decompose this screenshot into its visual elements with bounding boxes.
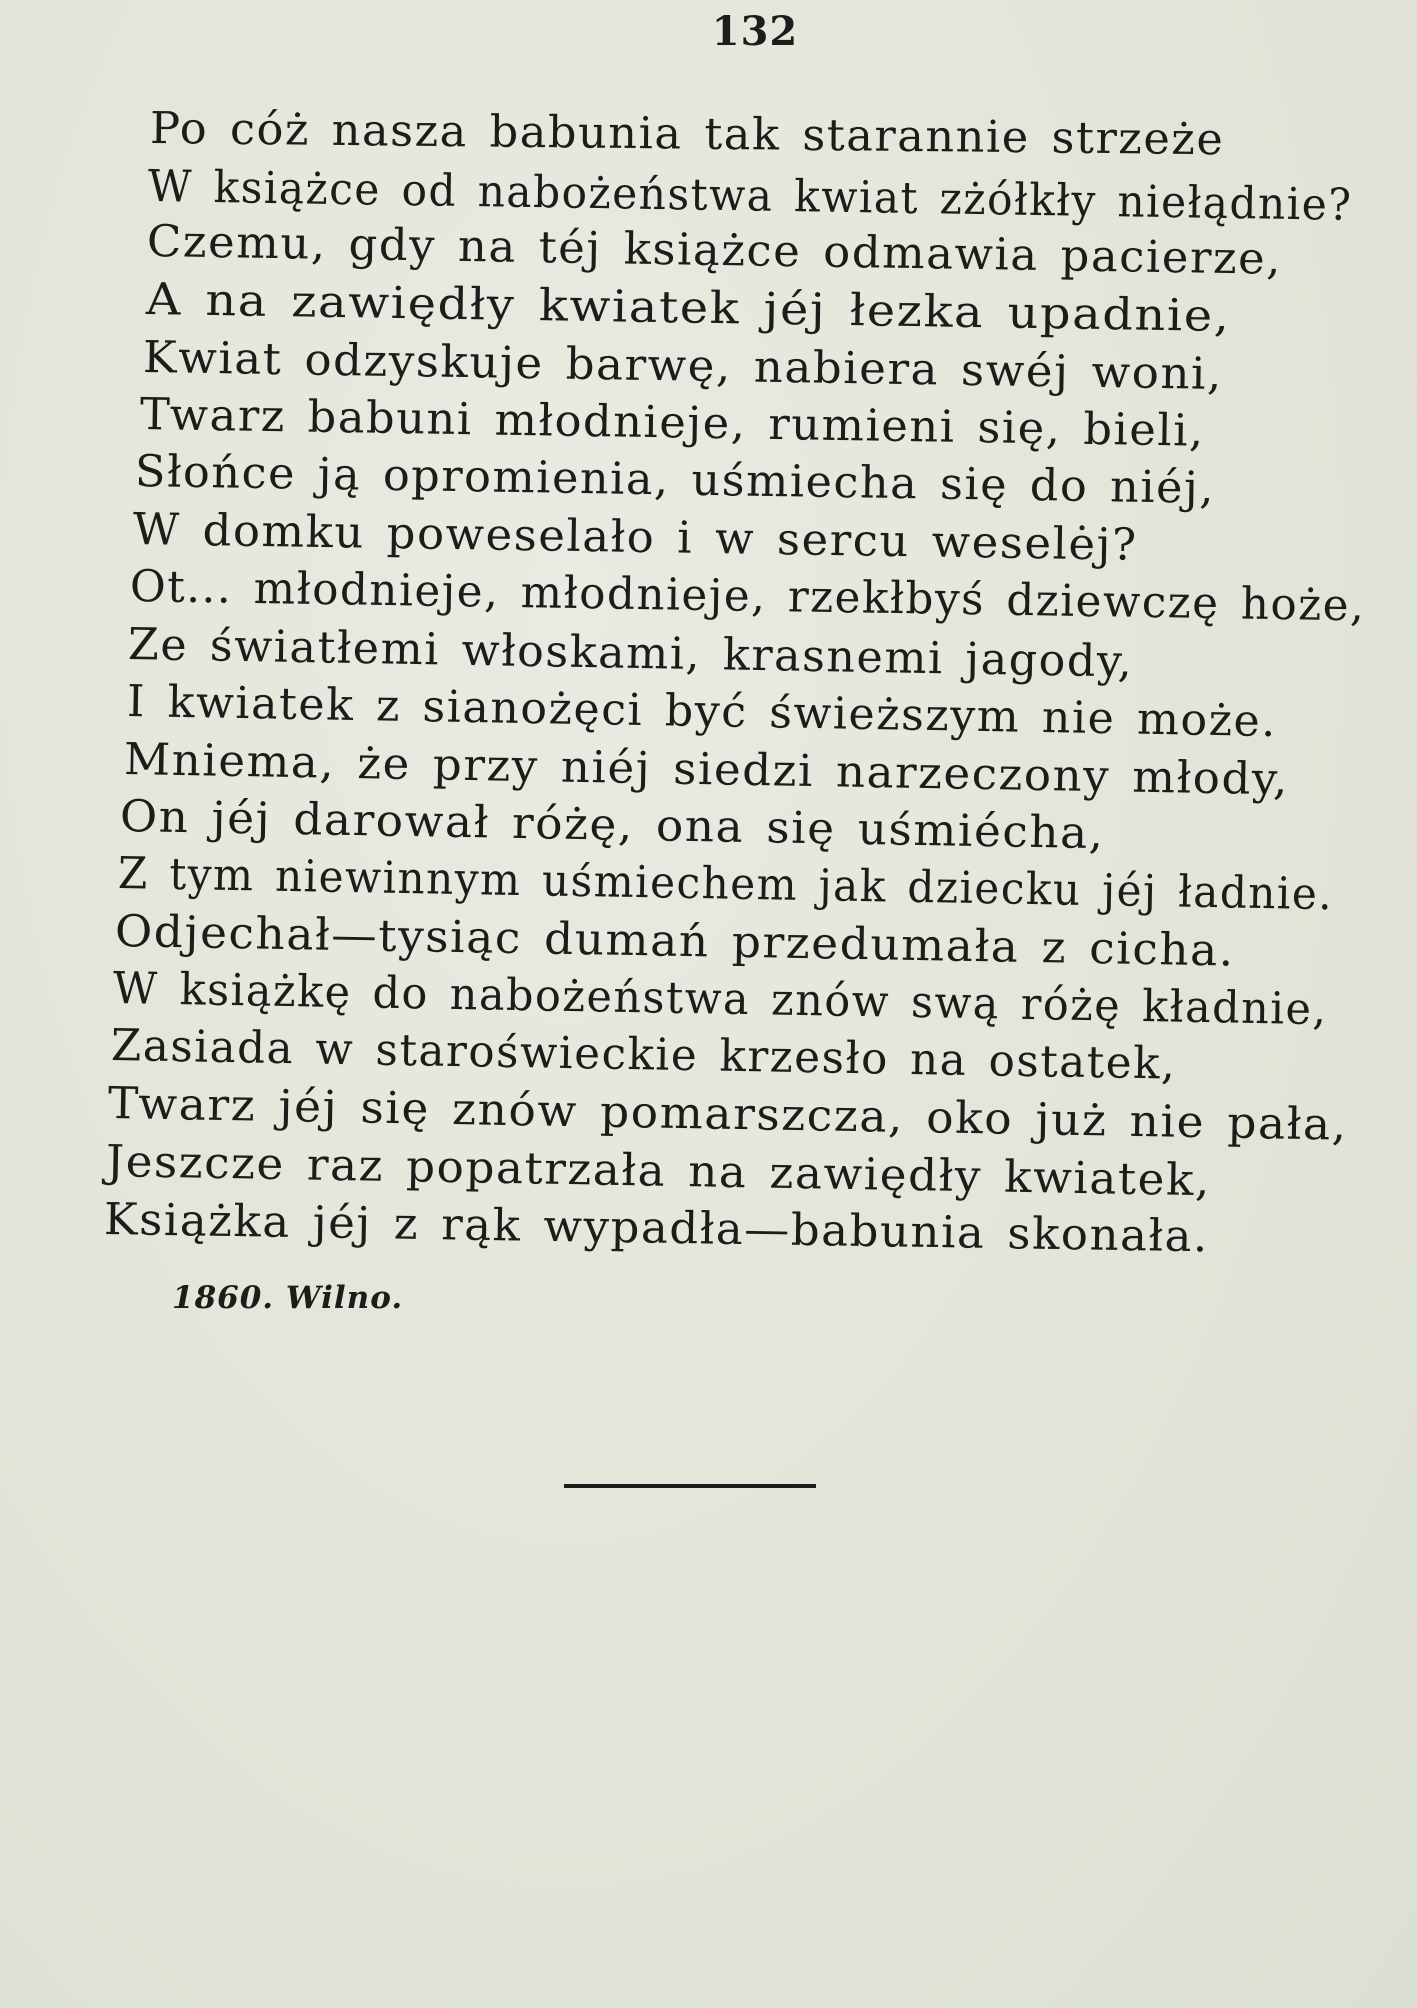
poem-line-11: I kwiatek z sianożęci być świeższym nie może. <box>126 676 1278 748</box>
date-place-signature: 1860. Wilno. <box>172 1280 404 1316</box>
poem-line-3: Czemu, gdy na téj książce odmawia pacierze, <box>146 216 1283 285</box>
poem-line-18: Twarz jéj się znów pomarszcza, oko już nie pała, <box>107 1078 1349 1151</box>
poem-line-16: W książkę do nabożeństwa znów swą różę kładnie, <box>112 963 1328 1036</box>
poem-line-1: Po cóż nasza babunia tak starannie strzeże <box>149 103 1225 166</box>
poem-line-5: Kwiat odzyskuje barwę, nabiera swéj woni, <box>142 332 1224 400</box>
separator-rule <box>564 1484 816 1488</box>
poem-line-12: Mniema, że przy niéj siedzi narzeczony młody, <box>123 734 1290 806</box>
poem-line-19: Jeszcze raz popatrzała na zawiędły kwiatek, <box>105 1136 1212 1207</box>
poem-line-20: Książka jéj z rąk wypadła—babunia skonała. <box>103 1194 1210 1263</box>
poem-line-9: Ot... młodnieje, młodnieje, rzekłbyś dziewczę hoże, <box>129 561 1366 632</box>
poem-line-17: Zasiada w staroświeckie krzesło na ostatek, <box>110 1020 1177 1090</box>
poem-line-13: On jéj darował różę, ona się uśmiécha, <box>119 791 1106 860</box>
poem-line-6: Twarz babuni młodnieje, rumieni się, bieli, <box>139 389 1206 457</box>
poem-line-4: A na zawiędły kwiatek jéj łezka upadnie, <box>145 274 1231 343</box>
poem-line-2: W książce od nabożeństwa kwiat zżółkły niełądnie? <box>147 161 1353 231</box>
poem-line-15: Odjechał—tysiąc dumań przedumała z cicha. <box>114 906 1236 977</box>
page-number: 132 <box>711 8 799 55</box>
poem-line-14: Z tym niewinnym uśmiechem jak dziecku jéj ładnie. <box>117 848 1334 921</box>
poem-line-7: Słońce ją opromienia, uśmiecha się do niéj, <box>134 446 1216 514</box>
poem-line-8: W domku poweselało i w sercu weselėj? <box>132 504 1139 571</box>
poem-line-10: Ze światłemi włoskami, krasnemi jagody, <box>127 619 1134 688</box>
